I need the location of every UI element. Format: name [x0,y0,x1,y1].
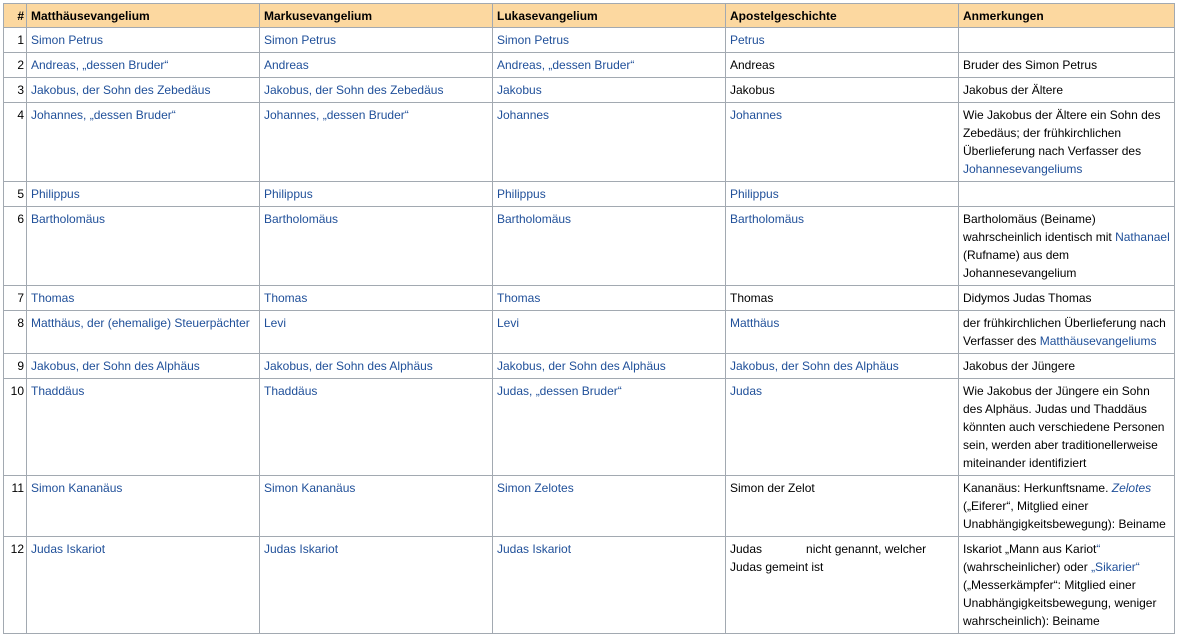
row-number: 1 [4,28,27,53]
cell-notes: Bruder des Simon Petrus [959,53,1175,78]
apostle-link[interactable]: Philippus [497,187,546,201]
column-header-acts[interactable]: Apostelgeschichte [726,4,959,28]
apostle-link[interactable]: Petrus [730,33,765,47]
apostle-link[interactable]: Jakobus, der Sohn des Zebedäus [264,83,444,97]
note-text: (wahrscheinlicher) oder [963,560,1092,574]
cell-matthew [27,103,260,182]
cell-luke [493,182,726,207]
cell-matthew [27,28,260,53]
apostle-link[interactable]: Philippus [264,187,313,201]
cell-mark [260,354,493,379]
cell-acts: Jakobus [726,78,959,103]
table-row [4,286,1175,311]
column-header-mark[interactable]: Markusevangelium [260,4,493,28]
cell-acts: Thomas [726,286,959,311]
row-number: 6 [4,207,27,286]
note-link[interactable]: Matthäusevangeliums [1039,334,1157,348]
cell-notes [959,311,1175,354]
apostle-link[interactable]: Andreas, „dessen Bruder“ [31,58,169,72]
cell-matthew [27,53,260,78]
note-text: der frühkirchlichen Überlieferung nach Verfasser des [963,316,1166,348]
apostle-link[interactable]: Jakobus, der Sohn des Alphäus [31,359,200,373]
apostle-link[interactable]: Bartholomäus [497,212,572,226]
row-number: 8 [4,311,27,354]
cell-luke [493,286,726,311]
cell-matthew [27,354,260,379]
cell-mark [260,311,493,354]
note-link[interactable]: Zelotes [1111,481,1152,495]
column-header-luke[interactable]: Lukasevangelium [493,4,726,28]
cell-luke [493,476,726,537]
apostle-link[interactable]: Thaddäus [31,384,85,398]
note-link[interactable]: Johannesevangeliums [963,162,1083,176]
cell-luke [493,379,726,476]
table-row [4,537,1175,634]
cell-acts [726,28,959,53]
note-text: Bartholomäus (Beiname) wahrscheinlich identisch mit [963,212,1116,244]
cell-mark [260,53,493,78]
apostle-link[interactable]: Andreas [264,58,309,72]
cell-mark [260,78,493,103]
apostle-link[interactable]: Jakobus, der Sohn des Alphäus [497,359,666,373]
cell-matthew [27,379,260,476]
apostle-link[interactable]: Thomas [497,291,541,305]
cell-luke [493,537,726,634]
cell-luke [493,311,726,354]
apostle-link[interactable]: Johannes, „dessen Bruder“ [31,108,176,122]
cell-notes: Didymos Judas Thomas [959,286,1175,311]
cell-notes [959,103,1175,182]
cell-luke [493,28,726,53]
table-header-row [4,4,1175,28]
table-row [4,311,1175,354]
apostle-link[interactable]: Jakobus, der Sohn des Zebedäus [31,83,211,97]
apostle-link[interactable]: Philippus [31,187,80,201]
apostles-table [3,3,1175,634]
note-text: Iskariot „Mann aus Kariot [963,542,1097,556]
table-row [4,182,1175,207]
apostle-link[interactable]: Simon Zelotes [497,481,574,495]
cell-mark [260,286,493,311]
row-number: 4 [4,103,27,182]
apostle-link[interactable]: Matthäus, der (ehemalige) Steuerpächter [31,316,250,330]
acts-name: Judas [730,542,763,556]
apostle-link[interactable]: Judas Iskariot [31,542,106,556]
apostle-link[interactable]: Jakobus [497,83,542,97]
apostle-link[interactable]: Johannes [730,108,783,122]
row-number: 3 [4,78,27,103]
apostle-link[interactable]: Matthäus [730,316,780,330]
cell-acts: Simon der Zelot [726,476,959,537]
table-row [4,476,1175,537]
note-link[interactable]: „Sikarier“ [1091,560,1140,574]
cell-mark [260,103,493,182]
apostle-link[interactable]: Thomas [264,291,308,305]
cell-notes [959,537,1175,634]
apostle-link[interactable]: Levi [497,316,520,330]
note-link[interactable]: “ [1096,542,1101,556]
acts-note: nicht genannt, welcher Judas gemeint ist [730,542,927,574]
apostle-link[interactable]: Philippus [730,187,779,201]
cell-acts [726,354,959,379]
cell-notes [959,28,1175,53]
cell-acts [726,311,959,354]
cell-matthew [27,286,260,311]
cell-luke [493,103,726,182]
cell-matthew [27,207,260,286]
cell-mark [260,182,493,207]
cell-acts [726,182,959,207]
note-text: Kananäus: Herkunftsname. [963,481,1112,495]
column-header-notes[interactable]: Anmerkungen [959,4,1175,28]
apostle-link[interactable]: Simon Petrus [31,33,104,47]
cell-mark [260,379,493,476]
cell-mark [260,537,493,634]
apostle-link[interactable]: Thaddäus [264,384,318,398]
apostle-link[interactable]: Bartholomäus [31,212,106,226]
apostle-link[interactable]: Jakobus, der Sohn des Alphäus [264,359,433,373]
cell-notes: Jakobus der Jüngere [959,354,1175,379]
cell-acts [726,379,959,476]
apostle-link[interactable]: Simon Kananäus [31,481,123,495]
cell-notes [959,182,1175,207]
apostle-link[interactable]: Judas Iskariot [497,542,572,556]
note-text: Wie Jakobus der Ältere ein Sohn des Zebedäus; der frühkirchlichen Überlieferung nach Verfasser des [963,108,1161,158]
column-header-matthew[interactable]: Matthäusevangelium [27,4,260,28]
cell-matthew [27,311,260,354]
table-row [4,28,1175,53]
cell-luke [493,78,726,103]
cell-matthew [27,182,260,207]
table-row [4,103,1175,182]
apostle-link[interactable]: Simon Petrus [264,33,337,47]
cell-notes: Wie Jakobus der Jüngere ein Sohn des Alphäus. Judas und Thaddäus könnten auch verschiedene Personen sein, werden aber traditionellerweise miteinander identifiziert [959,379,1175,476]
apostle-link[interactable]: Simon Petrus [497,33,570,47]
row-number: 2 [4,53,27,78]
apostle-link[interactable]: Bartholomäus [730,212,805,226]
apostle-link[interactable]: Levi [264,316,287,330]
apostle-link[interactable]: Simon Kananäus [264,481,356,495]
apostle-link[interactable]: Jakobus, der Sohn des Alphäus [730,359,899,373]
row-number: 12 [4,537,27,634]
table-row [4,207,1175,286]
cell-matthew [27,476,260,537]
apostle-link[interactable]: Judas Iskariot [264,542,339,556]
apostle-link[interactable]: Bartholomäus [264,212,339,226]
row-number: 9 [4,354,27,379]
cell-mark [260,28,493,53]
apostle-link[interactable]: Judas, „dessen Bruder“ [497,384,622,398]
cell-notes [959,207,1175,286]
apostle-link[interactable]: Johannes [497,108,550,122]
apostle-link[interactable]: Judas [730,384,763,398]
table-row [4,354,1175,379]
row-number: 11 [4,476,27,537]
cell-matthew [27,78,260,103]
row-number: 5 [4,182,27,207]
column-header-number[interactable]: # [4,4,27,28]
note-text: („Messerkämpfer“: Mitglied einer Unabhängigkeitsbewegung, weniger wahrscheinlich): Beiname [963,578,1157,628]
note-text: (Rufname) aus dem Johannesevangelium [963,248,1077,280]
table-row [4,53,1175,78]
cell-acts [726,207,959,286]
table-row [4,379,1175,476]
apostle-link[interactable]: Thomas [31,291,75,305]
cell-notes: Jakobus der Ältere [959,78,1175,103]
row-number: 7 [4,286,27,311]
cell-acts [726,103,959,182]
note-text: („Eiferer“, Mitglied einer Unabhängigkeitsbewegung): Beiname [963,499,1166,531]
note-link[interactable]: Nathanael [1115,230,1170,244]
row-number: 10 [4,379,27,476]
apostle-link[interactable]: Johannes, „dessen Bruder“ [264,108,409,122]
cell-mark [260,476,493,537]
cell-mark [260,207,493,286]
cell-luke [493,207,726,286]
cell-acts: Andreas [726,53,959,78]
cell-luke [493,354,726,379]
cell-notes [959,476,1175,537]
cell-matthew [27,537,260,634]
cell-luke [493,53,726,78]
table-row [4,78,1175,103]
apostle-link[interactable]: Andreas, „dessen Bruder“ [497,58,635,72]
cell-acts [726,537,959,634]
